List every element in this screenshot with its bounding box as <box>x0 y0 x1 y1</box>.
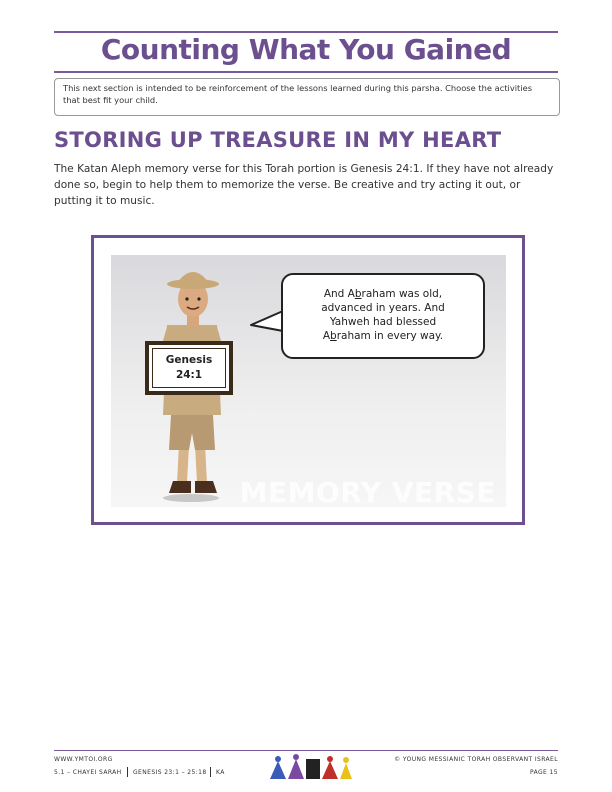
memory-verse-watermark: MEMORY VERSE <box>239 476 496 507</box>
footer-page: PAGE 15 <box>529 769 558 776</box>
footer-divider-2 <box>210 767 211 777</box>
intro-box: This next section is intended to be reinforcement of the lessons learned during this parsha. Choose the activities that best fit your child. <box>54 78 560 116</box>
section-heading: STORING UP TREASURE IN MY HEART <box>54 128 502 152</box>
speech-bubble <box>281 273 485 359</box>
footer-divider-1 <box>127 767 128 777</box>
illustration-frame <box>91 235 525 525</box>
footer-reference: GENESIS 23:1 – 25:18 <box>133 769 207 776</box>
logo-figures-icon <box>266 753 356 781</box>
footer-rule <box>54 750 558 751</box>
genesis-sign <box>145 341 233 395</box>
bubble-line-3: Yahweh had blessed <box>329 316 437 328</box>
footer-level: KA <box>216 769 225 776</box>
bubble-verse <box>283 287 483 343</box>
footer-website: WWW.YMTOI.ORG <box>54 756 113 763</box>
bubble-line-2: advanced in years. And <box>321 302 445 314</box>
sign-line-1: Genesis <box>165 354 213 366</box>
page-title: Counting What You Gained <box>100 33 512 66</box>
title-underline <box>54 71 558 73</box>
sign-line-2: 24:1 <box>175 369 203 381</box>
sign-text <box>149 353 229 383</box>
bubble-line-4: Abraham in every way. <box>322 330 444 342</box>
footer-parsha: 5.1 – CHAYEI SARAH <box>54 769 122 776</box>
footer-copyright: © YOUNG MESSIANIC TORAH OBSERVANT ISRAEL <box>394 756 558 763</box>
memory-verse-illustration <box>111 255 506 507</box>
body-paragraph: The Katan Aleph memory verse for this Torah portion is Genesis 24:1. If they have not already done so, begin to help them to memorize the verse. Be creative and try acting it out, or putting it to music. <box>54 163 554 207</box>
bubble-line-1: And Abraham was old, <box>323 288 443 300</box>
